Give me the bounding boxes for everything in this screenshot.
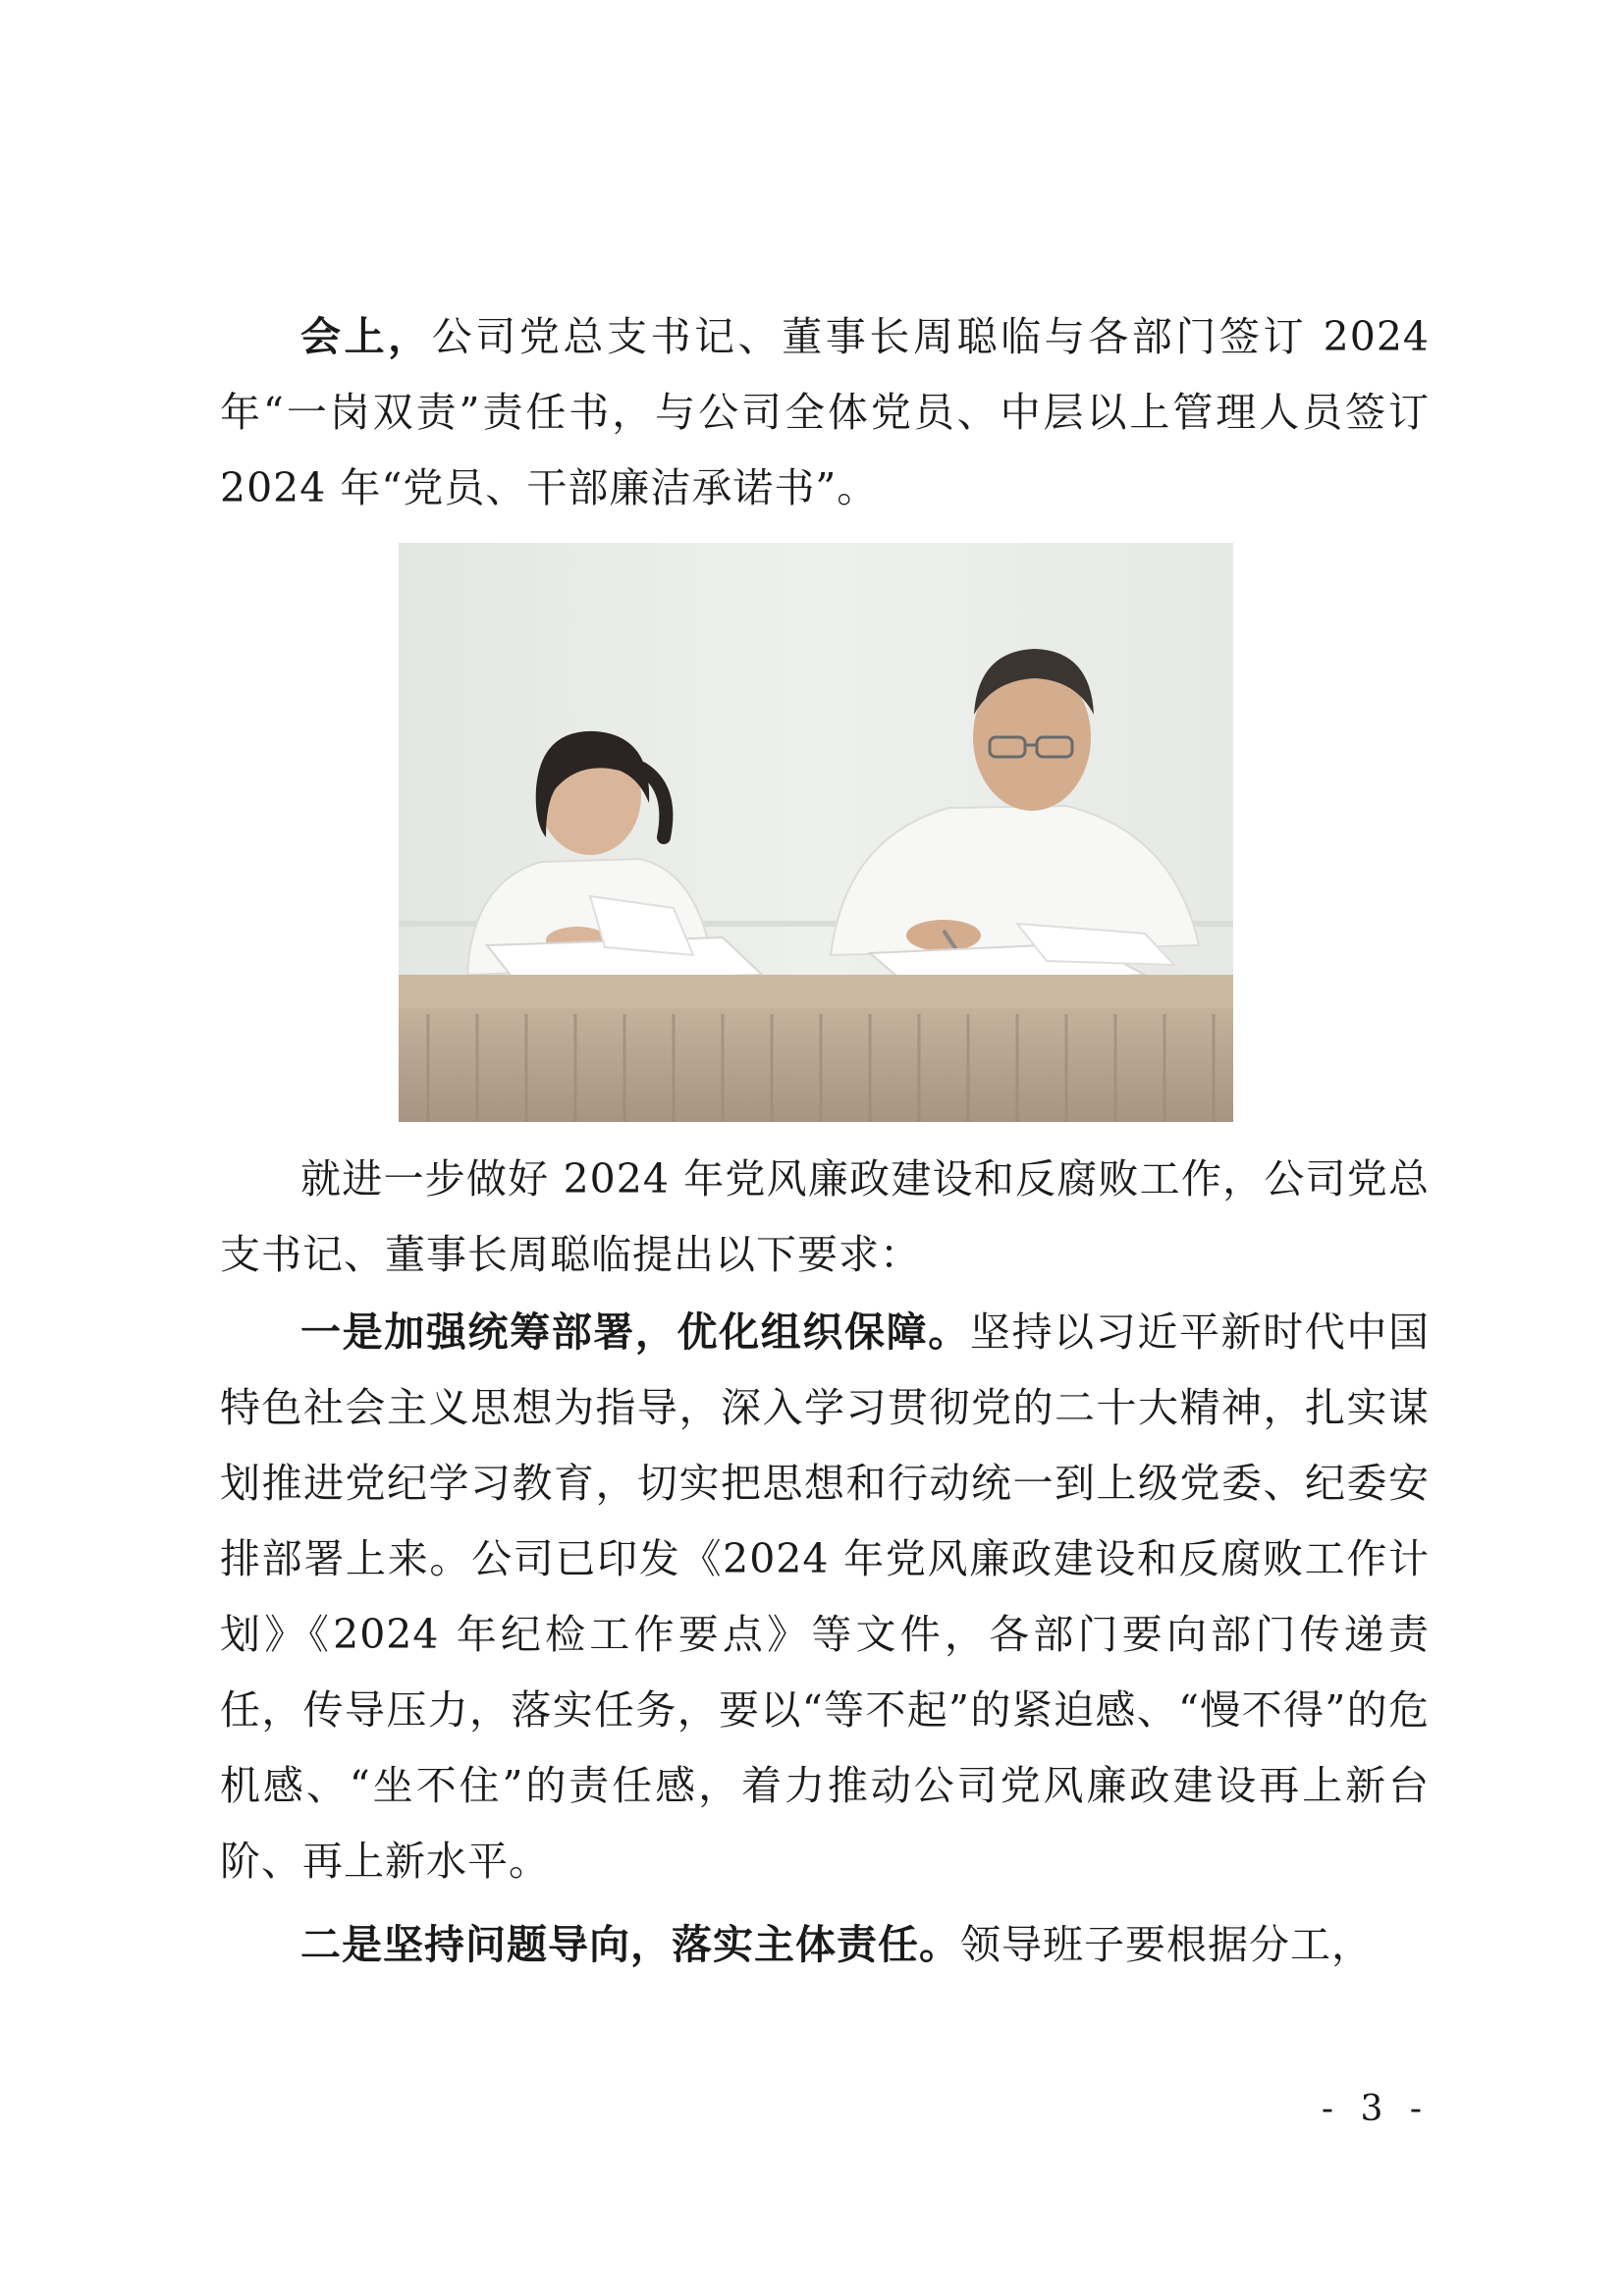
paragraph-lead: 一是加强统筹部署，优化组织保障。 xyxy=(300,1308,970,1356)
page-number: - 3 - xyxy=(1321,2089,1430,2129)
paragraph-lead: 二是坚持问题导向，落实主体责任。 xyxy=(300,1921,960,1968)
paragraph-body: 领导班子要根据分工， xyxy=(960,1921,1373,1968)
paragraph-lead: 会上， xyxy=(300,313,432,360)
signing-ceremony-photo xyxy=(399,543,1233,1122)
paragraph-requirement-two xyxy=(220,1907,1430,1983)
paragraph-body: 坚持以习近平新时代中国特色社会主义思想为指导，深入学习贯彻党的二十大精神，扎实谋划推进党纪学习教育，切实把思想和行动统一到上级党委、纪委安排部署上来。公司已印发《2024 年党风廉政建设和反腐败工作计划》《2024 年纪检工作要点》等文件，各部门要向部门传递责任，传导压力，落实任务，要以“等不起”的紧迫感、“慢不得”的危机感、“坐不住”的责任感，着力推动公司党风廉政建设再上新台阶、再上新水平。 xyxy=(220,1308,1431,1885)
paragraph-body: 就进一步做好 2024 年党风廉政建设和反腐败工作，公司党总支书记、董事长周聪临提出以下要求： xyxy=(220,1155,1430,1278)
paragraph-body: 公司党总支书记、董事长周聪临与各部门签订 2024 年“一岗双责”责任书，与公司全体党员、中层以上管理人员签订 2024 年“党员、干部廉洁承诺书”。 xyxy=(220,313,1430,511)
paragraph-signing xyxy=(220,299,1430,526)
paragraph-requirements-intro xyxy=(220,1142,1430,1293)
paragraph-requirement-one xyxy=(220,1295,1430,1899)
